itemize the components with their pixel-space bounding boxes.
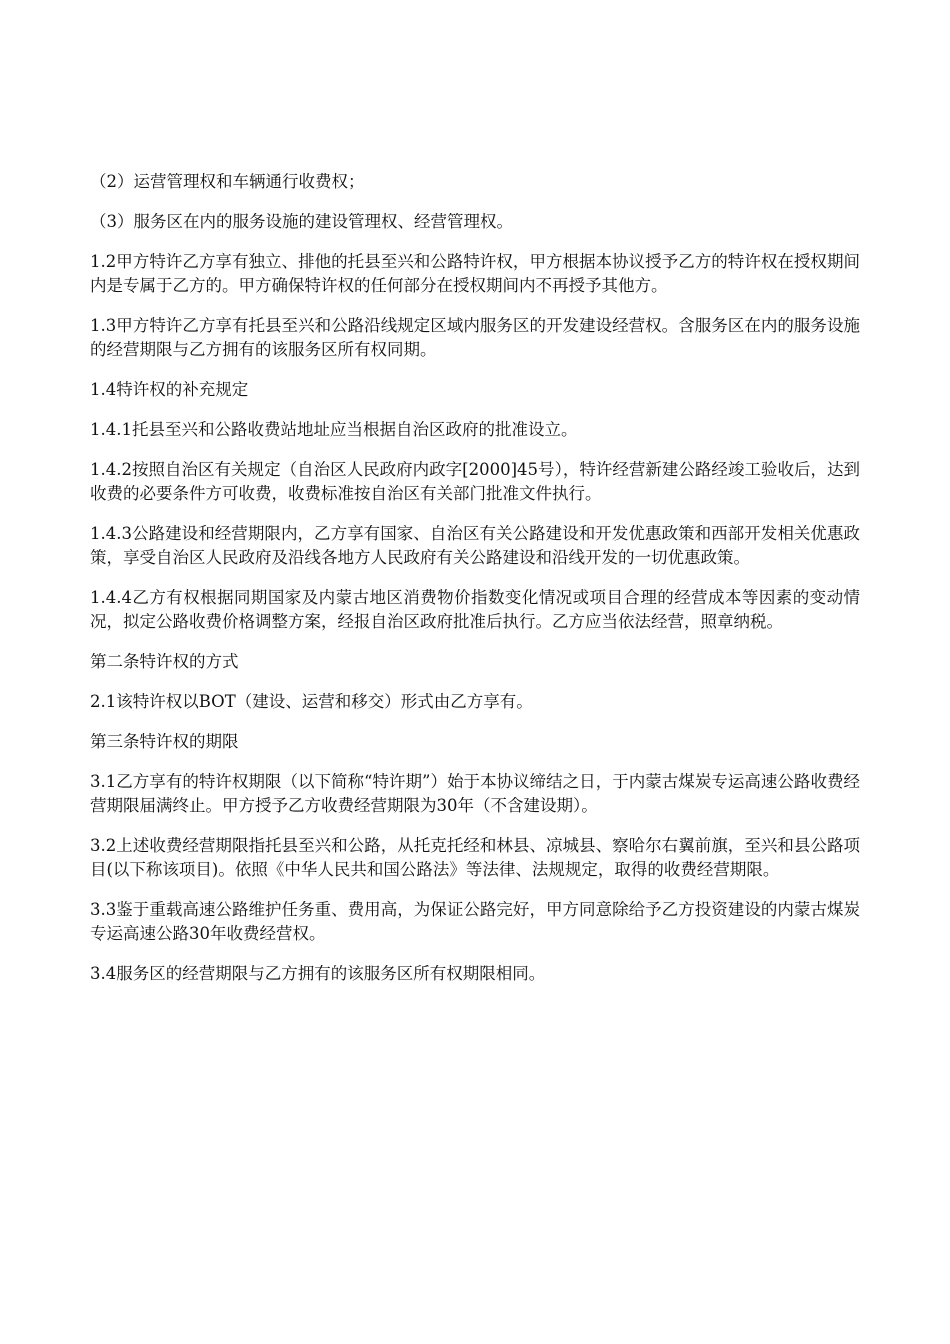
- paragraph-1-4-2: 1.4.2按照自治区有关规定（自治区人民政府内政字[2000]45号），特许经营新建公路经竣工验收后，达到收费的必要条件方可收费，收费标准按自治区有关部门批准文件执行。: [90, 460, 860, 503]
- document-body: [90, 170, 860, 1002]
- paragraph-2-operation-rights: （2）运营管理权和车辆通行收费权；: [90, 172, 365, 191]
- paragraph-3-2: 3.2上述收费经营期限指托县至兴和公路，从托克托经和林县、凉城县、察哈尔右翼前旗，至兴和县公路项目(以下称该项目)。依照《中华人民共和国公路法》等法律、法规规定，取得的收费经营期限。: [90, 836, 860, 879]
- article-3-heading: 第三条特许权的期限: [90, 732, 239, 751]
- paragraph-2-1: 2.1该特许权以BOT（建设、运营和移交）形式由乙方享有。: [90, 692, 533, 711]
- paragraph-1-4-3: 1.4.3公路建设和经营期限内，乙方享有国家、自治区有关公路建设和开发优惠政策和西部开发相关优惠政策，享受自治区人民政府及沿线各地方人民政府有关公路建设和沿线开发的一切优惠政策。: [90, 524, 860, 567]
- paragraph-3-3: 3.3鉴于重载高速公路维护任务重、费用高，为保证公路完好，甲方同意除给予乙方投资建设的内蒙古煤炭专运高速公路30年收费经营权。: [90, 900, 860, 943]
- paragraph-3-service-area-rights: （3）服务区在内的服务设施的建设管理权、经营管理权。: [90, 212, 513, 231]
- paragraph-1-4-4: 1.4.4乙方有权根据同期国家及内蒙古地区消费物价指数变化情况或项目合理的经营成本等因素的变动情况，拟定公路收费价格调整方案，经报自治区政府批准后执行。乙方应当依法经营，照章纳税。: [90, 588, 860, 631]
- paragraph-3-4: 3.4服务区的经营期限与乙方拥有的该服务区所有权期限相同。: [90, 964, 546, 983]
- paragraph-1-4-1: 1.4.1托县至兴和公路收费站地址应当根据自治区政府的批准设立。: [90, 420, 578, 439]
- paragraph-1-2: 1.2甲方特许乙方享有独立、排他的托县至兴和公路特许权，甲方根据本协议授予乙方的特许权在授权期间内是专属于乙方的。甲方确保特许权的任何部分在授权期间内不再授予其他方。: [90, 252, 860, 295]
- paragraph-1-3: 1.3甲方特许乙方享有托县至兴和公路沿线规定区域内服务区的开发建设经营权。含服务区在内的服务设施的经营期限与乙方拥有的该服务区所有权同期。: [90, 316, 860, 359]
- article-2-heading: 第二条特许权的方式: [90, 652, 239, 671]
- paragraph-3-1: 3.1乙方享有的特许权期限（以下简称“特许期”）始于本协议缔结之日，于内蒙古煤炭专运高速公路收费经营期限届满终止。甲方授予乙方收费经营期限为30年（不含建设期）。: [90, 772, 860, 815]
- paragraph-1-4-heading: 1.4特许权的补充规定: [90, 380, 249, 399]
